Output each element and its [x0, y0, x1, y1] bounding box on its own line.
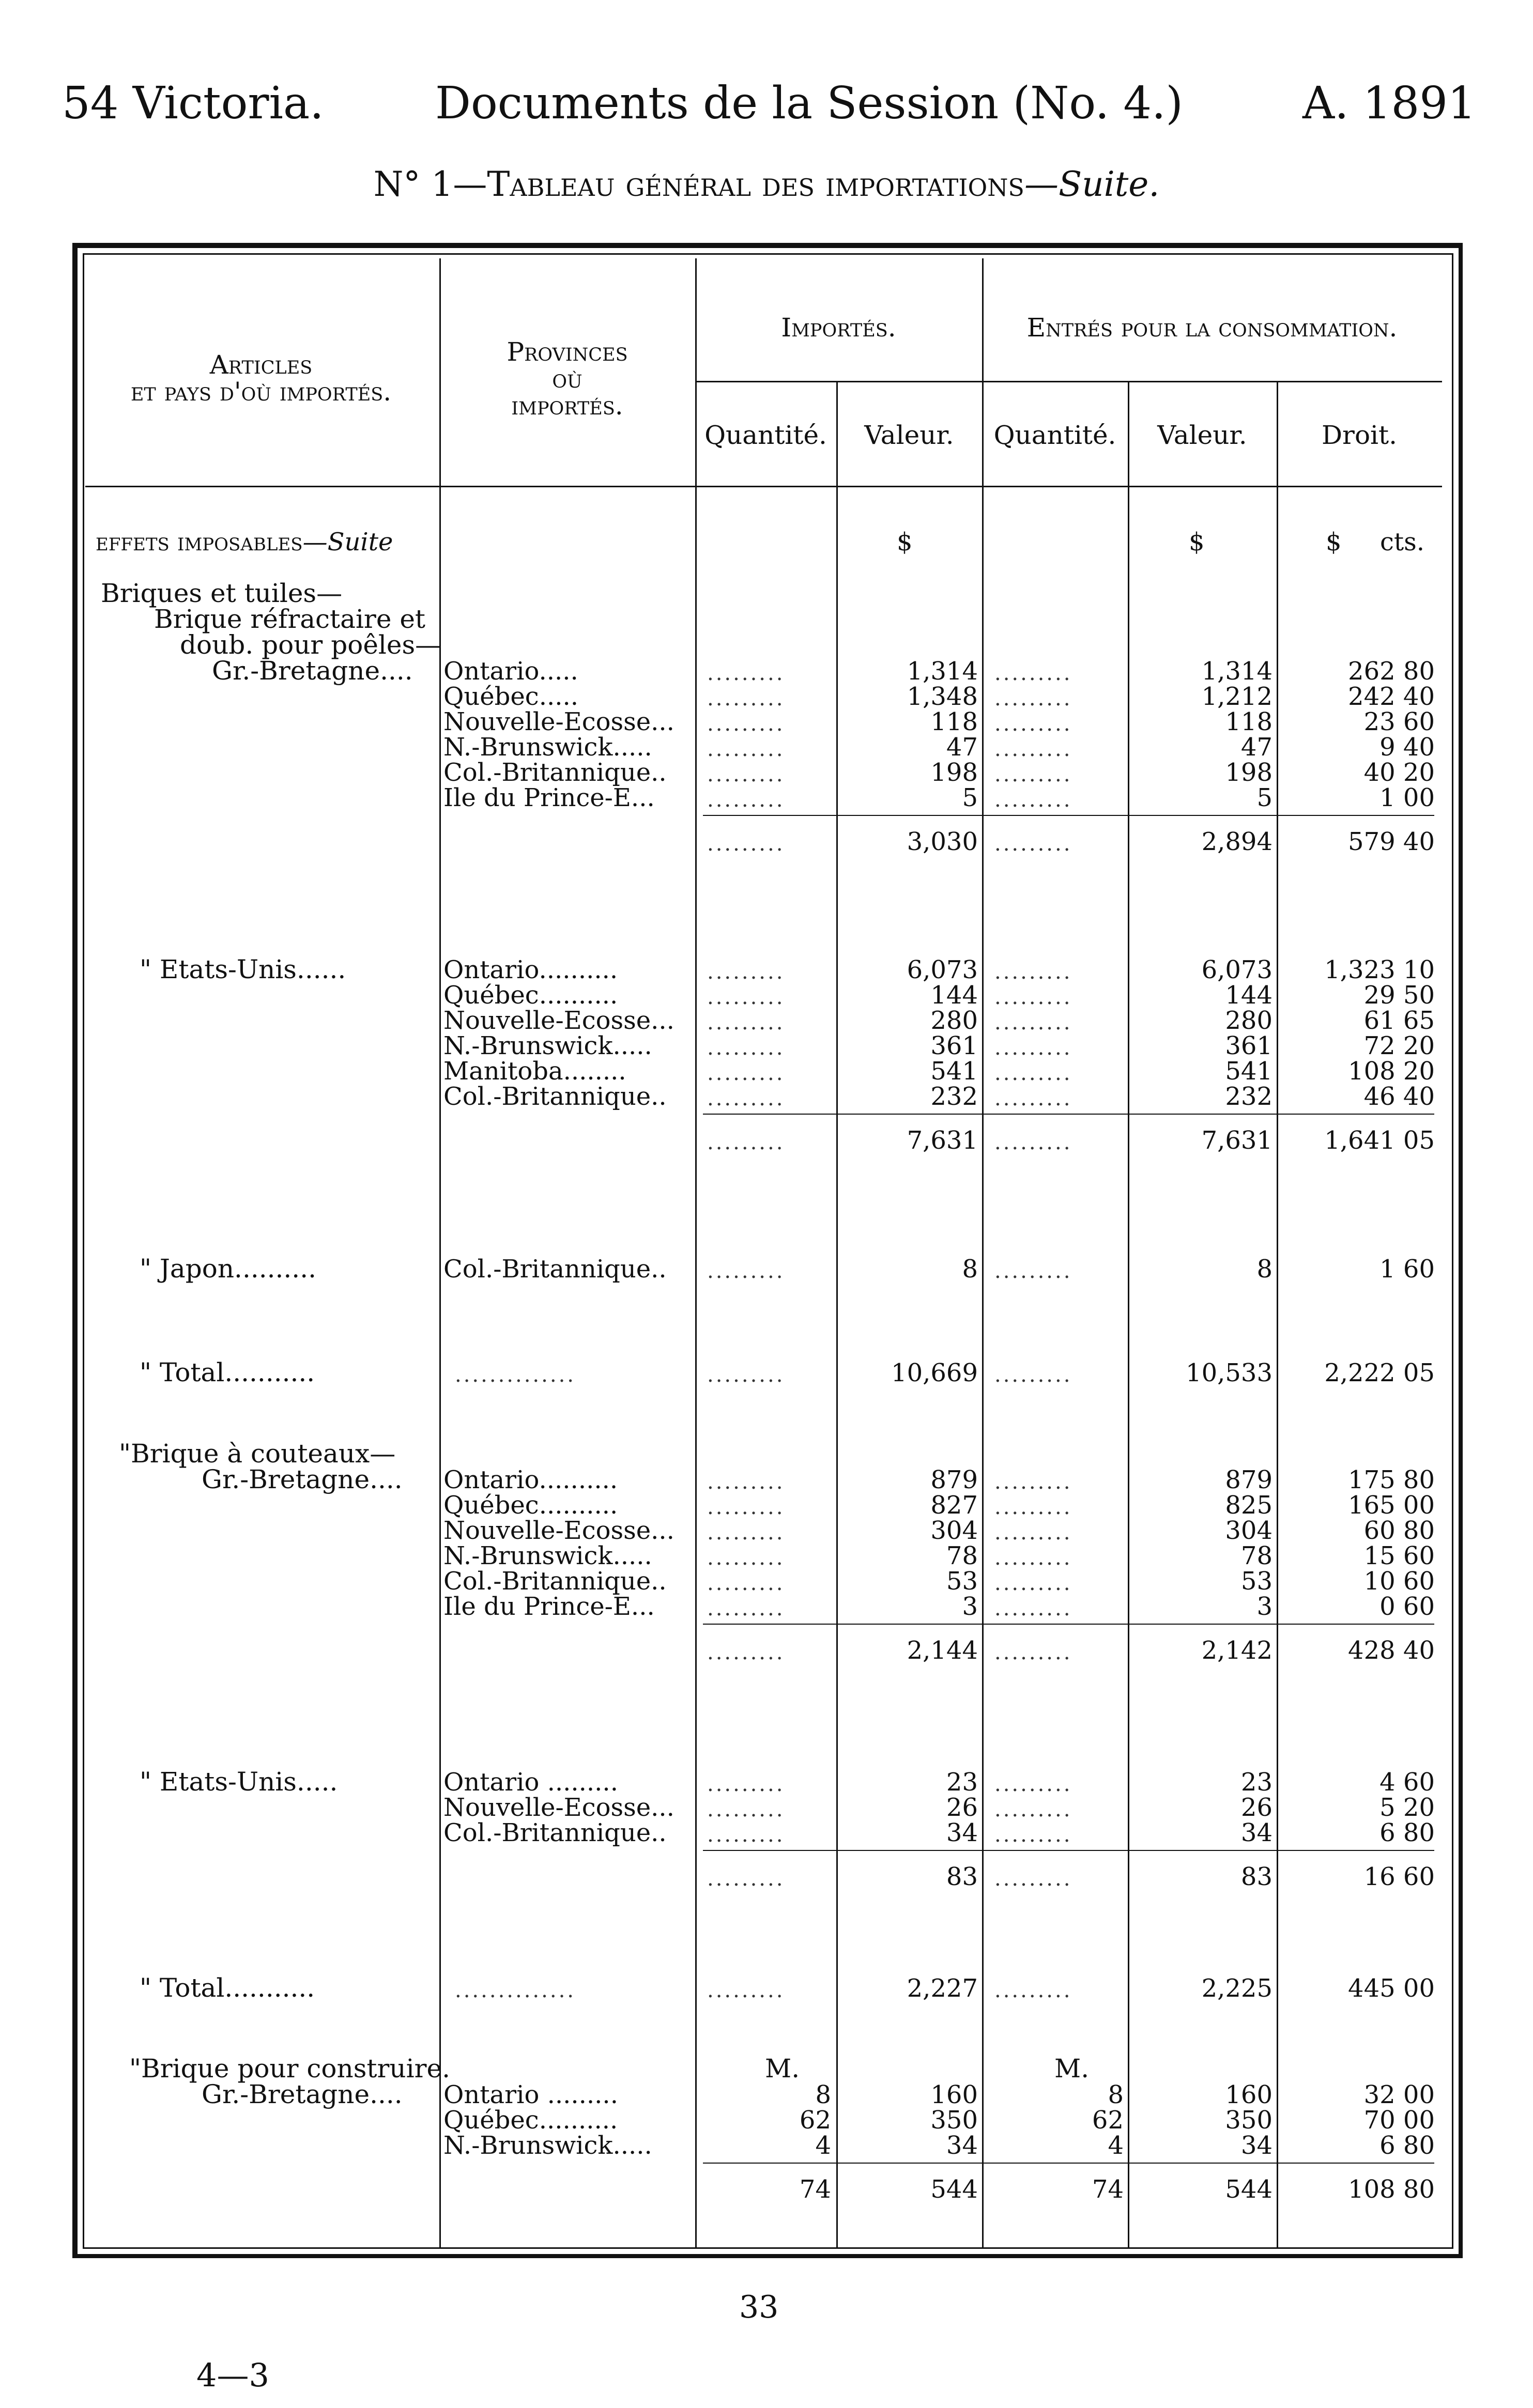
table-title — [0, 164, 1533, 204]
leader-dots: ......... — [994, 1011, 1072, 1035]
table-cell-droit: 40 20 — [1363, 758, 1435, 787]
col-rule-qty-import — [836, 382, 838, 2248]
table-cell-vi: 8 — [962, 1255, 978, 1284]
table-cell-ve: 5 — [1256, 783, 1273, 812]
leader-dots: ......... — [707, 1867, 785, 1891]
leader-dots: ......... — [707, 737, 785, 761]
running-header-center: Documents de la Session (No. 4.) — [435, 78, 1183, 129]
total-cell-ve: 83 — [1240, 1862, 1273, 1891]
table-cell-droit: 9 40 — [1379, 733, 1435, 762]
leader-dots: ......... — [994, 1641, 1072, 1664]
total-cell-qe: 74 — [1092, 2175, 1124, 2204]
table-cell-droit: 70 00 — [1363, 2106, 1435, 2135]
table-cell-qi: 4 — [815, 2131, 831, 2160]
table-cell-prov: Nouvelle-Ecosse... — [443, 707, 674, 736]
table-cell-vi: 118 — [930, 707, 978, 736]
leader-dots: ......... — [707, 1772, 785, 1796]
table-cell-prov: Nouvelle-Ecosse... — [443, 1516, 674, 1545]
leader-dots: ......... — [994, 788, 1072, 812]
leader-dots: ......... — [707, 1087, 785, 1110]
leader-dots: ......... — [707, 1798, 785, 1822]
table-cell-prov: N.-Brunswick..... — [443, 1541, 652, 1570]
subtotal-rule — [703, 1114, 1434, 1115]
table-cell-vi: 1,314 — [907, 657, 978, 686]
table-cell-vi: 160 — [930, 2080, 978, 2109]
col-header-importes: Importés. — [781, 313, 896, 343]
table-cell-qe: 4 — [1108, 2131, 1124, 2160]
section-label — [96, 528, 393, 557]
col-header-droit: Droit. — [1321, 420, 1398, 450]
table-cell-droit: 262 80 — [1348, 657, 1435, 686]
label-total-1: " Total........... — [140, 1357, 315, 1387]
total-cell-qi: 74 — [799, 2175, 831, 2204]
table-cell-droit: 10 60 — [1363, 1567, 1435, 1596]
label-total-2: " Total........... — [140, 1973, 315, 2003]
col-header-valeur-2: Valeur. — [1157, 420, 1247, 450]
table-cell-vi: 1,348 — [907, 682, 978, 711]
table-cell-prov: Col.-Britannique.. — [443, 1567, 667, 1596]
col-header-provinces-line2: où — [552, 364, 582, 394]
table-cell-droit: 242 40 — [1348, 682, 1435, 711]
leader-dots: ......... — [707, 763, 785, 786]
leader-dots: ......... — [707, 1036, 785, 1060]
table-title-suffix: —Suite. — [1024, 164, 1160, 204]
header-subrule — [695, 381, 1442, 382]
total-cell-ve: 544 — [1225, 2175, 1273, 2204]
col-rule-qty-entre — [1128, 382, 1129, 2248]
col-header-articles-line1: Articles — [209, 350, 313, 380]
col-header-quantite-2: Quantité. — [993, 420, 1116, 450]
table-cell-ve: 78 — [1240, 1541, 1273, 1570]
table-cell-vi: 34 — [946, 2131, 978, 2160]
table-cell-ve: 8 — [1256, 1255, 1273, 1284]
col-rule-provinces — [695, 258, 697, 2248]
table-cell-prov: Québec.......... — [443, 981, 618, 1010]
leader-dots: ......... — [707, 712, 785, 736]
leader-dots: ......... — [707, 960, 785, 984]
leader-dots: ......... — [994, 1571, 1072, 1595]
section-label-main: effets imposables — [96, 528, 303, 557]
table-cell-droit: 6 80 — [1379, 1818, 1435, 1847]
table-cell-droit: 165 00 — [1348, 1491, 1435, 1520]
table-cell-vi: 53 — [946, 1567, 978, 1596]
leader-dots: ......... — [707, 1597, 785, 1620]
page-number: 33 — [739, 2289, 779, 2325]
table-cell-vi: 232 — [930, 1082, 978, 1111]
leader-dots: ......... — [707, 1495, 785, 1519]
total-cell-vi: 3,030 — [907, 827, 978, 856]
table-cell-prov: Nouvelle-Ecosse... — [443, 1006, 674, 1035]
table-cell-vi: 879 — [930, 1465, 978, 1494]
leader-dots: ......... — [707, 1823, 785, 1847]
running-header-right: A. 1891 — [1302, 78, 1476, 129]
table-cell-ve: 118 — [1225, 707, 1273, 736]
table-cell-droit: 32 00 — [1363, 2080, 1435, 2109]
total-cell-droit: 579 40 — [1348, 827, 1435, 856]
label-japon: " Japon.......... — [140, 1254, 316, 1284]
table-cell-prov: Manitoba........ — [443, 1057, 626, 1086]
leader-dots: ......... — [994, 960, 1072, 984]
table-cell-prov: Québec.......... — [443, 1491, 618, 1520]
table-cell-prov: N.-Brunswick..... — [443, 2131, 652, 2160]
header-bottom-rule — [85, 486, 1442, 487]
col-header-articles-line2: et pays d'où importés. — [130, 377, 392, 407]
table-cell-ve: 26 — [1240, 1793, 1273, 1822]
table-cell-prov: Col.-Britannique.. — [443, 758, 667, 787]
leader-dots: ......... — [707, 1363, 785, 1387]
label-brique-construire: "Brique pour construire. — [129, 2054, 450, 2083]
table-cell-vi: 26 — [946, 1793, 978, 1822]
label-brique-refractaire-1: Brique réfractaire et — [154, 604, 425, 634]
table-cell-droit: 6 80 — [1379, 2131, 1435, 2160]
subtotal-rule — [703, 2163, 1434, 2164]
subtotal-rule — [703, 1850, 1434, 1851]
label-unit-m-import: M. — [765, 2054, 800, 2083]
table-cell-qi: 8 — [815, 2080, 831, 2109]
table-cell-prov: N.-Brunswick..... — [443, 733, 652, 762]
total-cell-vi: 2,144 — [907, 1636, 978, 1665]
col-header-provinces — [439, 338, 695, 419]
table-cell-prov: N.-Brunswick..... — [443, 1031, 652, 1060]
total-cell-vi: 7,631 — [907, 1126, 978, 1155]
leader-dots: ......... — [707, 1061, 785, 1085]
table-cell-prov: Nouvelle-Ecosse... — [443, 1793, 674, 1822]
table-cell-droit: 72 20 — [1363, 1031, 1435, 1060]
table-cell-vi: 3 — [962, 1592, 978, 1621]
subtotal-rule — [703, 815, 1434, 816]
table-cell-vi: 78 — [946, 1541, 978, 1570]
table-cell-droit: 46 40 — [1363, 1082, 1435, 1111]
table-cell-vi: 280 — [930, 1006, 978, 1035]
label-etats-unis-2: " Etats-Unis..... — [140, 1767, 338, 1797]
table-cell-vi: 827 — [930, 1491, 978, 1520]
table-cell-prov: Ontario ......... — [443, 2080, 618, 2109]
subtotal-rule — [703, 1624, 1434, 1625]
unit-cents: cts. — [1380, 528, 1425, 557]
leader-dots: ......... — [994, 687, 1072, 711]
table-cell-qe: 8 — [1108, 2080, 1124, 2109]
table-cell-ve: 160 — [1225, 2080, 1273, 2109]
running-header-left: 54 Victoria. — [62, 78, 324, 129]
table-cell-droit: 1 00 — [1379, 783, 1435, 812]
table-cell-vi: 34 — [946, 1818, 978, 1847]
unit-dollar-entre: $ — [1189, 528, 1205, 557]
table-cell-ve: 3 — [1256, 1592, 1273, 1621]
label-briques-tuiles: Briques et tuiles— — [101, 578, 343, 608]
col-header-quantite: Quantité. — [704, 420, 827, 450]
leader-dots: ......... — [707, 985, 785, 1009]
table-cell-droit: 15 60 — [1363, 1541, 1435, 1570]
table-cell-ve: 280 — [1225, 1006, 1273, 1035]
table-cell-ve: 2,225 — [1201, 1974, 1273, 2003]
leader-dots: ......... — [994, 1470, 1072, 1494]
unit-dollar-import: $ — [897, 528, 913, 557]
leader-dots: ......... — [994, 1521, 1072, 1545]
table-cell-ve: 47 — [1240, 733, 1273, 762]
table-cell-prov: Ontario.......... — [443, 955, 618, 984]
leader-dots: ......... — [707, 1470, 785, 1494]
table-cell-ve: 144 — [1225, 981, 1273, 1010]
table-cell-droit: 445 00 — [1348, 1974, 1435, 2003]
table-cell-ve: 10,533 — [1186, 1359, 1273, 1387]
leader-dots: ......... — [707, 661, 785, 685]
table-cell-ve: 232 — [1225, 1082, 1273, 1111]
total-cell-ve: 7,631 — [1201, 1126, 1273, 1155]
col-rule-articles — [439, 258, 441, 2248]
leader-dots: ......... — [707, 1259, 785, 1283]
table-cell-ve: 34 — [1240, 2131, 1273, 2160]
table-cell-vi: 541 — [930, 1057, 978, 1086]
table-cell-droit: 108 20 — [1348, 1057, 1435, 1086]
leader-dots: ......... — [994, 1798, 1072, 1822]
table-cell-ve: 361 — [1225, 1031, 1273, 1060]
table-cell-ve: 198 — [1225, 758, 1273, 787]
table-cell-vi: 350 — [930, 2106, 978, 2135]
leader-dots: ......... — [707, 1641, 785, 1664]
col-header-provinces-line1: Provinces — [507, 337, 628, 367]
total-cell-droit: 16 60 — [1363, 1862, 1435, 1891]
table-cell-vi: 198 — [930, 758, 978, 787]
leader-dots: ......... — [994, 1036, 1072, 1060]
table-cell-prov: Ontario.......... — [443, 1465, 618, 1494]
table-cell-ve: 1,314 — [1201, 657, 1273, 686]
table-cell-prov: Col.-Britannique.. — [443, 1255, 667, 1284]
leader-dots: ......... — [707, 1571, 785, 1595]
leader-dots: ......... — [707, 1131, 785, 1154]
total-cell-droit: 108 80 — [1348, 2175, 1435, 2204]
leader-dots: ......... — [994, 712, 1072, 736]
table-cell-vi: 10,669 — [891, 1359, 978, 1387]
leader-dots: ......... — [994, 1597, 1072, 1620]
table-cell-vi: 361 — [930, 1031, 978, 1060]
label-etats-unis-1: " Etats-Unis...... — [140, 954, 346, 984]
label-gr-bretagne-3: Gr.-Bretagne.... — [202, 2079, 403, 2109]
table-cell-droit: 2,222 05 — [1324, 1359, 1435, 1387]
label-gr-bretagne-1: Gr.-Bretagne.... — [212, 656, 413, 686]
total-cell-droit: 428 40 — [1348, 1636, 1435, 1665]
leader-dots: ......... — [994, 1259, 1072, 1283]
leader-dots: .............. — [455, 1979, 576, 2002]
leader-dots: ......... — [994, 1061, 1072, 1085]
table-cell-vi: 144 — [930, 981, 978, 1010]
table-cell-ve: 825 — [1225, 1491, 1273, 1520]
section-label-suffix: —Suite — [302, 528, 393, 557]
label-gr-bretagne-2: Gr.-Bretagne.... — [202, 1464, 403, 1494]
leader-dots: ......... — [994, 661, 1072, 685]
table-cell-vi: 23 — [946, 1768, 978, 1797]
leader-dots: ......... — [707, 832, 785, 856]
signature-mark: 4—3 — [196, 2356, 269, 2394]
table-cell-droit: 175 80 — [1348, 1465, 1435, 1494]
table-cell-droit: 4 60 — [1379, 1768, 1435, 1797]
table-cell-droit: 1 60 — [1379, 1255, 1435, 1284]
table-cell-vi: 304 — [930, 1516, 978, 1545]
col-header-provinces-line3: importés. — [511, 391, 623, 421]
table-cell-vi: 2,227 — [907, 1974, 978, 2003]
col-rule-val-entre — [1277, 382, 1278, 2248]
col-rule-val-import — [982, 258, 984, 2248]
label-unit-m-entre: M. — [1054, 2054, 1090, 2083]
leader-dots: ......... — [994, 1823, 1072, 1847]
leader-dots: ......... — [994, 1363, 1072, 1387]
table-cell-ve: 304 — [1225, 1516, 1273, 1545]
table-cell-ve: 541 — [1225, 1057, 1273, 1086]
leader-dots: ......... — [707, 788, 785, 812]
table-cell-prov: Col.-Britannique.. — [443, 1082, 667, 1111]
label-brique-couteaux: "Brique à couteaux— — [119, 1439, 396, 1469]
leader-dots: ......... — [994, 1131, 1072, 1154]
col-header-entres: Entrés pour la consommation. — [1026, 313, 1398, 343]
table-cell-droit: 0 60 — [1379, 1592, 1435, 1621]
table-title-main: N° 1—Tableau général des importations — [373, 164, 1024, 204]
table-cell-prov: Québec..... — [443, 682, 578, 711]
table-cell-prov: Ile du Prince-E... — [443, 1592, 655, 1621]
table-cell-ve: 23 — [1240, 1768, 1273, 1797]
table-cell-vi: 5 — [962, 783, 978, 812]
total-cell-vi: 83 — [946, 1862, 978, 1891]
leader-dots: ......... — [994, 763, 1072, 786]
total-cell-droit: 1,641 05 — [1324, 1126, 1435, 1155]
leader-dots: ......... — [994, 1867, 1072, 1891]
table-cell-ve: 350 — [1225, 2106, 1273, 2135]
leader-dots: ......... — [994, 1979, 1072, 2002]
table-cell-droit: 23 60 — [1363, 707, 1435, 736]
table-cell-prov: Québec.......... — [443, 2106, 618, 2135]
table-cell-vi: 47 — [946, 733, 978, 762]
table-cell-ve: 879 — [1225, 1465, 1273, 1494]
label-brique-refractaire-2: doub. pour poêles— — [180, 630, 441, 660]
table-cell-ve: 6,073 — [1201, 955, 1273, 984]
leader-dots: .............. — [455, 1363, 576, 1387]
col-header-valeur: Valeur. — [864, 420, 954, 450]
table-cell-ve: 1,212 — [1201, 682, 1273, 711]
table-cell-droit: 29 50 — [1363, 981, 1435, 1010]
leader-dots: ......... — [994, 985, 1072, 1009]
leader-dots: ......... — [707, 687, 785, 711]
leader-dots: ......... — [707, 1011, 785, 1035]
table-cell-droit: 61 65 — [1363, 1006, 1435, 1035]
leader-dots: ......... — [707, 1546, 785, 1570]
col-header-articles — [83, 351, 439, 405]
table-cell-droit: 5 20 — [1379, 1793, 1435, 1822]
leader-dots: ......... — [994, 737, 1072, 761]
table-cell-ve: 34 — [1240, 1818, 1273, 1847]
leader-dots: ......... — [707, 1521, 785, 1545]
table-cell-prov: Ile du Prince-E... — [443, 783, 655, 812]
table-cell-ve: 53 — [1240, 1567, 1273, 1596]
table-cell-droit: 1,323 10 — [1324, 955, 1435, 984]
table-cell-qe: 62 — [1092, 2106, 1124, 2135]
total-cell-vi: 544 — [930, 2175, 978, 2204]
table-cell-droit: 60 80 — [1363, 1516, 1435, 1545]
table-cell-prov: Ontario..... — [443, 657, 578, 686]
leader-dots: ......... — [707, 1979, 785, 2002]
table-cell-prov: Ontario ......... — [443, 1768, 618, 1797]
table-cell-prov: Col.-Britannique.. — [443, 1818, 667, 1847]
total-cell-ve: 2,894 — [1201, 827, 1273, 856]
unit-dollar-droit: $ — [1326, 528, 1342, 557]
table-cell-vi: 6,073 — [907, 955, 978, 984]
table-cell-qi: 62 — [799, 2106, 831, 2135]
leader-dots: ......... — [994, 1495, 1072, 1519]
leader-dots: ......... — [994, 1087, 1072, 1110]
leader-dots: ......... — [994, 832, 1072, 856]
leader-dots: ......... — [994, 1772, 1072, 1796]
total-cell-ve: 2,142 — [1201, 1636, 1273, 1665]
leader-dots: ......... — [994, 1546, 1072, 1570]
